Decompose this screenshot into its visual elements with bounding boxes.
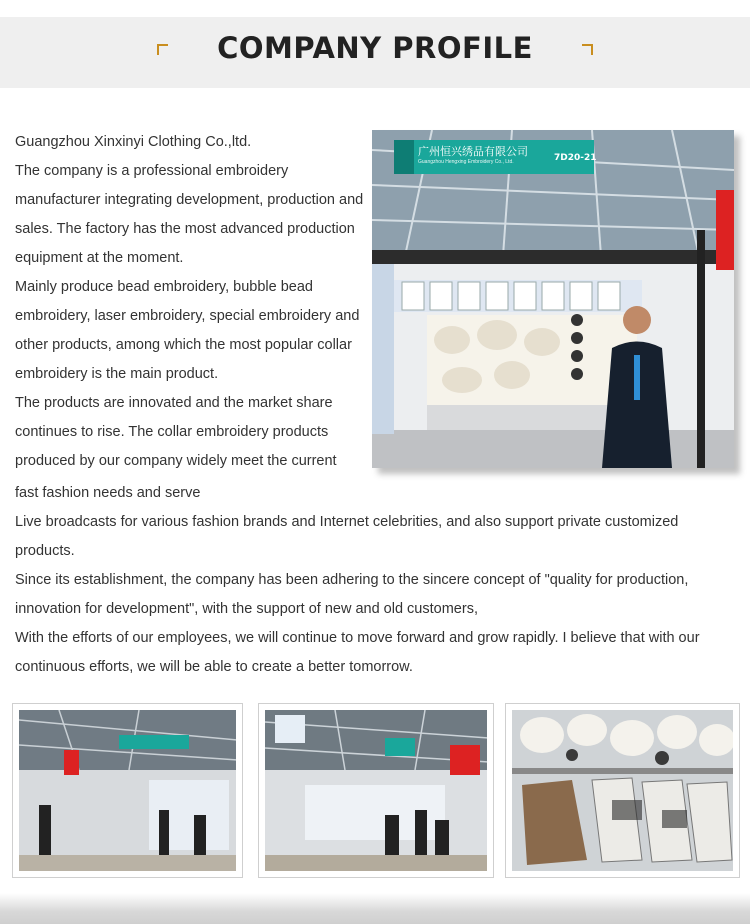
profile-paragraph: fast fashion needs and serve [15,485,201,501]
page-title: COMPANY PROFILE [217,31,533,65]
bottom-shadow [0,893,750,924]
profile-paragraph: Live broadcasts for various fashion brands and Internet celebrities, and also support private customized products. [15,514,679,559]
booth-sign-en: Guangzhou Hengxing Embroidery Co., Ltd. [418,159,514,165]
gallery-thumb-1[interactable] [12,703,243,878]
profile-paragraph: With the efforts of our employees, we will continue to move forward and grow rapidly. I believe that with our continuous efforts, we will be able to create a better tomorrow. [15,630,700,675]
booth-photo [372,130,734,468]
profile-paragraph: Since its establishment, the company has been adhering to the sincere concept of "quality for production, innovation for development", with the support of new and old customers, [15,572,689,617]
corner-bracket-right-icon [582,44,593,55]
profile-text-column [15,128,365,476]
top-strip [0,0,750,17]
profile-paragraph: The products are innovated and the market share continues to rise. The collar embroidery products produced by our company widely meet the current [15,395,337,469]
company-name: Guangzhou Xinxinyi Clothing Co.,ltd. [15,134,252,150]
profile-paragraph: Mainly produce bead embroidery, bubble bead embroidery, laser embroidery, special embroidery and other products, among which the most popular collar embroidery is the main product. [15,279,360,382]
section-header [0,17,750,88]
booth-number: 7D20-21 [554,153,597,163]
gallery-thumb-3[interactable] [505,703,740,878]
profile-text-full [15,479,735,682]
gallery-thumb-2[interactable] [258,703,494,878]
booth-sign-cn: 广州恒兴绣品有限公司 [418,145,528,158]
profile-paragraph: The company is a professional embroidery manufacturer integrating development, production and sales. The factory has the most advanced production equipment at the moment. [15,163,364,266]
